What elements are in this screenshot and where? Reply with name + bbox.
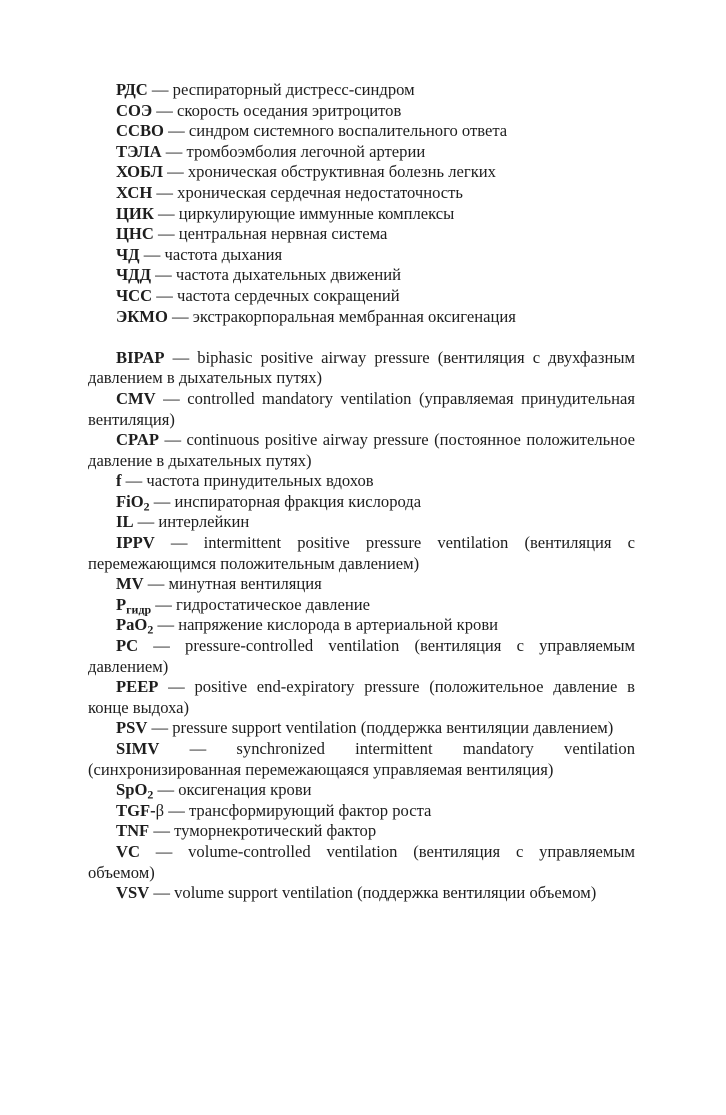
abbreviation-subscript: 2: [143, 499, 150, 514]
abbreviation-entry: [88, 224, 635, 245]
section-gap: [88, 327, 635, 348]
abbreviation-definition: — напряжение кислорода в артериальной крови: [153, 615, 499, 635]
abbreviation-definition: — респираторный дистресс-синдром: [147, 80, 415, 99]
abbreviation-entry: [88, 348, 635, 389]
abbreviation-definition: — частота дыхательных движений: [151, 265, 402, 285]
abbreviation-entry: [88, 245, 635, 266]
abbreviation-term-base: PaO: [116, 615, 148, 635]
abbreviation-entry: [88, 471, 635, 492]
abbreviation-term: ХОБЛ: [116, 162, 163, 182]
abbreviation-definition: — positive end-expiratory pressure (положительное давление в конце выдоха): [88, 677, 635, 717]
abbreviation-entry: [88, 677, 635, 718]
abbreviation-term: f: [116, 471, 122, 491]
abbreviation-entry: [88, 307, 635, 328]
abbreviation-definition: — инспираторная фракция кислорода: [149, 491, 422, 511]
abbreviation-term: MV: [116, 574, 144, 594]
abbreviations-page: [88, 80, 635, 904]
abbreviation-definition: — volume-controlled ventilation (вентиляция с управляемым объемом): [88, 841, 635, 882]
abbreviation-term-base: SpO: [116, 780, 148, 800]
abbreviation-definition: — частота сердечных сокращений: [152, 285, 400, 305]
abbreviation-term: СОЭ: [116, 100, 153, 120]
abbreviation-definition: — скорость оседания эритроцитов: [152, 100, 402, 120]
abbreviation-entry: [88, 142, 635, 163]
abbreviation-entry: [88, 718, 635, 739]
abbreviation-subscript: гидр: [126, 602, 152, 617]
abbreviation-definition: — минутная вентиляция: [143, 574, 322, 594]
abbreviation-term: CMV: [116, 388, 156, 408]
abbreviation-term: BIPAP: [116, 347, 165, 367]
abbreviation-entry: [88, 512, 635, 533]
abbreviation-term: ЦИК: [116, 203, 154, 223]
abbreviation-entry: [88, 430, 635, 471]
abbreviation-term: CPAP: [116, 430, 160, 450]
abbreviation-term: PEEP: [116, 677, 159, 697]
abbreviation-term: IL: [116, 512, 134, 532]
abbreviation-definition: — центральная нервная система: [153, 224, 388, 244]
abbreviation-term: TNF: [116, 821, 150, 841]
abbreviation-entry: [88, 121, 635, 142]
abbreviation-definition: — хроническая обструктивная болезнь легких: [162, 162, 496, 182]
abbreviation-subscript: 2: [147, 623, 154, 638]
abbreviation-definition: β — трансформирующий фактор роста: [155, 800, 432, 820]
abbreviation-definition: — туморнекротический фактор: [149, 821, 377, 841]
abbreviation-definition: — частота дыхания: [139, 244, 283, 264]
abbreviation-entry: [88, 801, 635, 822]
abbreviation-definition: — pressure-controlled ventilation (вентиляция с управляемым давлением): [88, 636, 635, 676]
abbreviation-entry: [88, 265, 635, 286]
abbreviation-term: ХСН: [116, 182, 153, 202]
abbreviation-term: ЧДД: [116, 265, 152, 285]
abbreviation-definition: — гидростатическое давление: [151, 594, 370, 614]
abbreviation-definition: — volume support ventilation (поддержка вентиляции объемом): [149, 883, 597, 903]
abbreviation-term: [116, 615, 154, 638]
abbreviation-term: ЧД: [116, 244, 140, 264]
abbreviation-entry: [88, 780, 635, 801]
abbreviation-definition: — тромбоэмболия легочной артерии: [161, 141, 426, 161]
abbreviation-term: PC: [116, 636, 139, 656]
abbreviation-definition: — synchronized intermittent mandatory ventilation (синхронизированная перемежающаяся управляемая вентиляция): [88, 739, 635, 779]
abbreviation-definition: — синдром системного воспалительного ответа: [163, 121, 508, 141]
abbreviation-definition: — экстракорпоральная мембранная оксигенация: [167, 306, 516, 326]
abbreviation-definition: — интерлейкин: [133, 512, 250, 532]
abbreviation-definition: — continuous positive airway pressure (постоянное положительное давление в дыхательных путях): [88, 430, 635, 470]
abbreviation-term: SIMV: [116, 739, 160, 758]
abbreviation-definition: — intermittent positive pressure ventilation (вентиляция с перемежающимся положительным давлением): [88, 533, 635, 573]
russian-abbreviation-list: [88, 80, 635, 327]
abbreviation-term: ЦНС: [116, 224, 154, 244]
abbreviation-term-base: FiO: [116, 491, 144, 511]
abbreviation-term: VC: [116, 841, 140, 861]
abbreviation-term: ТЭЛА: [116, 141, 162, 161]
abbreviation-definition: — controlled mandatory ventilation (управляемая принудительная вентиляция): [88, 388, 635, 429]
abbreviation-term: ЭКМО: [116, 306, 168, 326]
abbreviation-term: ССВО: [116, 121, 164, 141]
abbreviation-entry: [88, 615, 635, 636]
abbreviation-entry: [88, 101, 635, 122]
abbreviation-definition: — хроническая сердечная недостаточность: [152, 182, 463, 202]
abbreviation-term-base: P: [116, 594, 127, 614]
abbreviation-entry: [88, 739, 635, 780]
abbreviation-entry: [88, 80, 635, 101]
abbreviation-term: TGF-: [116, 800, 156, 820]
abbreviation-term: РДС: [116, 80, 148, 99]
abbreviation-definition: — оксигенация крови: [153, 780, 312, 800]
abbreviation-term: [116, 491, 150, 514]
abbreviation-definition: — biphasic positive airway pressure (вентиляция с двухфазным давлением в дыхательных путях): [88, 347, 635, 388]
abbreviation-term: PSV: [116, 718, 148, 738]
abbreviation-entry: [88, 533, 635, 574]
abbreviation-entry: [88, 595, 635, 616]
abbreviation-definition: — циркулирующие иммунные комплексы: [153, 203, 455, 223]
abbreviation-entry: [88, 204, 635, 225]
abbreviation-entry: [88, 286, 635, 307]
abbreviation-term: ЧСС: [116, 285, 153, 305]
abbreviation-entry: [88, 492, 635, 513]
abbreviation-entry: [88, 883, 635, 904]
abbreviation-entry: [88, 574, 635, 595]
abbreviation-definition: — частота принудительных вдохов: [121, 471, 374, 491]
abbreviation-term: [116, 780, 154, 802]
latin-abbreviation-list: [88, 348, 635, 904]
abbreviation-definition: — pressure support ventilation (поддержка вентиляции давлением): [147, 718, 614, 738]
abbreviation-entry: [88, 389, 635, 430]
abbreviation-entry: [88, 183, 635, 204]
abbreviation-term: IPPV: [116, 533, 155, 553]
abbreviation-term: [116, 594, 152, 617]
abbreviation-subscript: 2: [147, 787, 154, 802]
abbreviation-entry: [88, 636, 635, 677]
abbreviation-entry: [88, 162, 635, 183]
abbreviation-entry: [88, 821, 635, 842]
abbreviation-entry: [88, 842, 635, 883]
abbreviation-term: VSV: [116, 883, 150, 903]
